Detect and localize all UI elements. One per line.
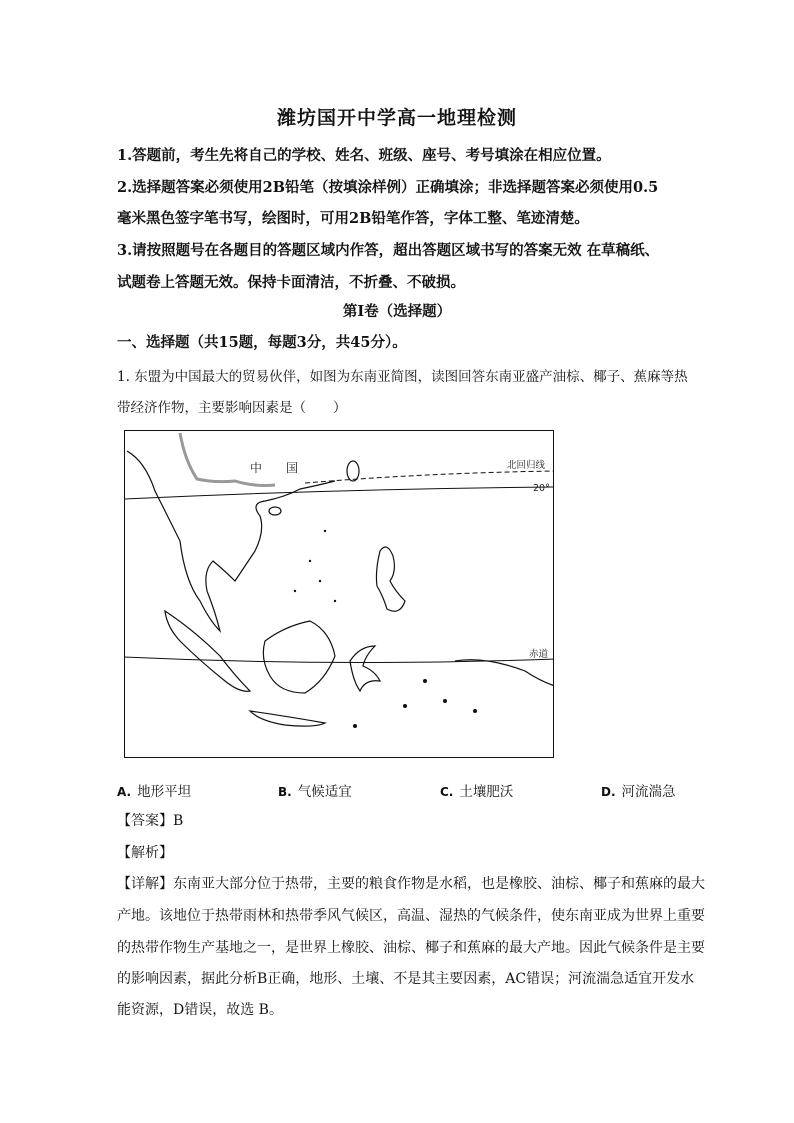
option-letter: D. xyxy=(601,785,616,799)
option-d xyxy=(601,780,676,800)
option-text: 土壤肥沃 xyxy=(459,784,514,800)
instruction-line: 2.选择题答案必须使用2B铅笔（按填涂样例）正确填涂；非选择题答案必须使用0.5 xyxy=(117,179,659,196)
mainland-coast xyxy=(127,451,335,631)
option-letter: B. xyxy=(278,785,292,799)
instruction-line: 1.答题前，考生先将自己的学校、姓名、班级、座号、考号填涂在相应位置。 xyxy=(117,147,611,164)
option-text: 地形平坦 xyxy=(137,784,192,800)
option-letter: A. xyxy=(117,785,132,799)
instruction-line: 毫米黑色签字笔书写，绘图时，可用2B铅笔作答，字体工整、笔迹清楚。 xyxy=(117,210,589,227)
china-label: 中 国 xyxy=(250,461,299,475)
option-letter: C. xyxy=(440,785,454,799)
detail-line: 产地。该地位于热带雨林和热带季风气候区，高温、湿热的气候条件，使东南亚成为世界上重要 xyxy=(117,908,705,924)
option-text: 气候适宜 xyxy=(297,784,352,800)
southeast-asia-map xyxy=(124,430,554,758)
detail-line: 【详解】东南亚大部分位于热带，主要的粮食作物是水稻，也是橡胶、油棕、椰子和蕉麻的最大 xyxy=(117,876,705,892)
option-c xyxy=(440,780,513,800)
part-title: 一、选择题（共15题，每题3分，共45分）。 xyxy=(117,334,407,351)
philippines-islands xyxy=(376,547,405,611)
detail-line: 的热带作物生产基地之一，是世界上橡胶、油棕、椰子和蕉麻的最大产地。因此气候条件是主要 xyxy=(117,940,705,956)
option-b xyxy=(278,780,352,800)
answer-label: 【答案】B xyxy=(117,813,184,829)
question-stem: 带经济作物，主要影响因素是（ ） xyxy=(117,400,347,416)
equator-label: 赤道 xyxy=(529,649,549,660)
new-guinea-coast xyxy=(455,660,554,686)
instruction-line: 试题卷上答题无效。保持卡面清洁，不折叠、不破损。 xyxy=(117,274,465,291)
detail-line: 能资源，D错误，故选 B。 xyxy=(117,1002,283,1018)
latitude-20-line xyxy=(125,487,554,499)
sulawesi-island xyxy=(350,646,380,691)
option-text: 河流湍急 xyxy=(621,784,676,800)
tropic-of-cancer-line xyxy=(305,471,554,483)
sumatra-island xyxy=(165,611,250,691)
taiwan-island xyxy=(347,461,359,481)
latitude-label: 20° xyxy=(533,483,550,494)
option-a xyxy=(117,780,191,800)
analysis-heading: 【解析】 xyxy=(117,845,173,861)
hainan-island xyxy=(269,507,281,515)
borneo-island xyxy=(263,621,335,693)
section-title: 第Ⅰ卷（选择题） xyxy=(342,303,452,320)
detail-line: 的影响因素，据此分析B正确，地形、土壤、不是其主要因素，AC错误；河流湍急适宜开发水 xyxy=(117,971,695,987)
java-island xyxy=(250,711,325,726)
exam-title: 潍坊国开中学高一地理检测 xyxy=(276,107,517,129)
instruction-line: 3.请按照题号在各题目的答题区域内作答，超出答题区域书写的答案无效 在草稿纸、 xyxy=(117,242,660,259)
tropic-of-cancer-label: 北回归线 xyxy=(507,460,546,471)
map-drawing xyxy=(125,431,554,758)
question-stem: 1. 东盟为中国最大的贸易伙伴，如图为东南亚简图，读图回答东南亚盛产油棕、椰子、蕉麻等热 xyxy=(117,369,688,385)
